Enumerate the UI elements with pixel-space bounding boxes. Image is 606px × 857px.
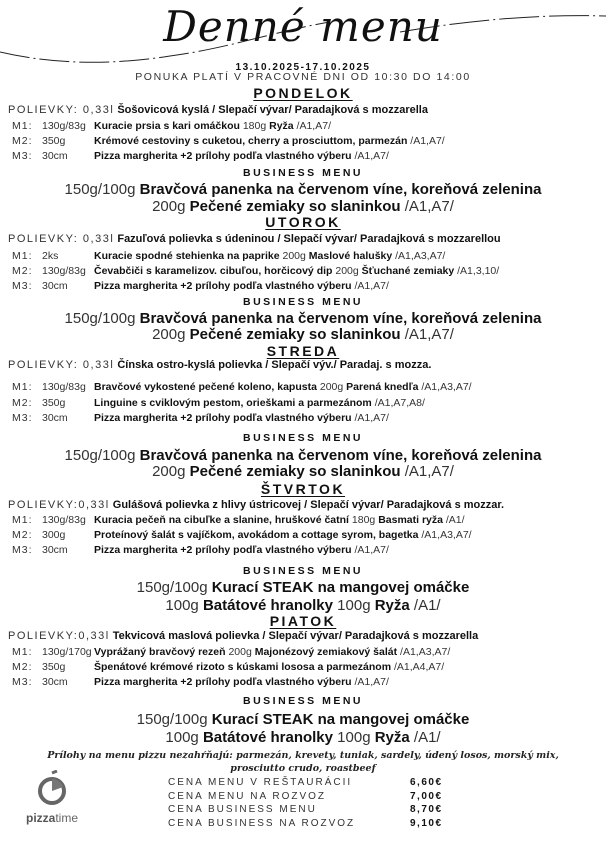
meal-text: /A1,A7/ bbox=[296, 120, 331, 132]
business-menu-text: Batátové hranolky bbox=[202, 729, 338, 746]
meal-text: 180g bbox=[242, 120, 270, 132]
meal-code: M1: bbox=[12, 646, 33, 658]
meal-text: Maslové halušky bbox=[308, 250, 396, 262]
price-value: 7,00€ bbox=[410, 790, 443, 802]
meal-text: 200g bbox=[335, 265, 362, 277]
meal-row bbox=[12, 529, 472, 541]
soup-line bbox=[8, 630, 478, 642]
business-menu-text: Bravčová panenka na červenom víne, koreňová zelenina bbox=[139, 447, 542, 464]
meal-text: 200g bbox=[228, 646, 255, 658]
meal-row bbox=[12, 135, 445, 147]
business-menu-text: Bravčová panenka na červenom víne, koreňová zelenina bbox=[139, 310, 542, 327]
day-heading: PONDELOK bbox=[253, 85, 353, 101]
meal-text: Kuracie prsia s kari omáčkou bbox=[94, 120, 243, 132]
meal-weight: 130g/170g bbox=[42, 646, 92, 658]
meal-text: Čevabčiči s karamelizov. cibuľou, horčicový dip bbox=[94, 265, 336, 277]
meal-text: Pizza margherita +2 prílohy podľa vlastného výberu bbox=[94, 544, 355, 556]
business-menu-text: Pečené zemiaky so slaninkou bbox=[189, 463, 405, 480]
soup-line bbox=[8, 499, 504, 511]
soup-text: Tekvicová maslová polievka / Slepačí vývar/ Paradajková s mozzarella bbox=[112, 630, 479, 642]
meal-row bbox=[12, 150, 389, 162]
meal-text: Kuracie spodné stehienka na paprike bbox=[94, 250, 283, 262]
business-menu-text: 150g/100g bbox=[64, 447, 140, 464]
business-menu-text: Pečené zemiaky so slaninkou bbox=[189, 326, 405, 343]
price-value: 9,10€ bbox=[410, 817, 443, 829]
business-menu-line bbox=[0, 711, 606, 728]
business-menu-heading: BUSINESS MENU bbox=[242, 695, 363, 707]
business-menu-line bbox=[0, 310, 606, 327]
meal-text: Pizza margherita +2 prílohy podľa vlastného výberu bbox=[94, 676, 355, 688]
day-heading: STREDA bbox=[266, 343, 340, 359]
business-menu-line bbox=[0, 181, 606, 198]
meal-code: M1: bbox=[12, 250, 33, 262]
business-menu-line bbox=[0, 729, 606, 746]
meal-code: M3: bbox=[12, 412, 33, 424]
meal-text: /A1,A4,A7/ bbox=[393, 661, 445, 673]
business-menu-text: 150g/100g bbox=[136, 579, 212, 596]
meal-weight: 2ks bbox=[42, 250, 59, 262]
meal-text: /A1,A7/ bbox=[354, 412, 389, 424]
business-menu-text: /A1/ bbox=[413, 597, 441, 614]
meal-row bbox=[12, 120, 331, 132]
business-menu-text: 150g/100g bbox=[64, 181, 140, 198]
business-menu-text: 200g bbox=[152, 198, 190, 215]
meal-text: /A1,A3,A7/ bbox=[421, 529, 472, 541]
meal-code: M2: bbox=[12, 529, 33, 541]
meal-text: /A1,3,10/ bbox=[457, 265, 500, 277]
meal-weight: 300g bbox=[42, 529, 66, 541]
business-menu-text: Pečené zemiaky so slaninkou bbox=[189, 198, 405, 215]
stopwatch-icon bbox=[35, 770, 69, 806]
business-menu-text: Bravčová panenka na červenom víne, koreňová zelenina bbox=[139, 181, 542, 198]
soup-label: POLIEVKY: 0,33l bbox=[8, 359, 115, 371]
meal-weight: 130g/83g bbox=[42, 514, 86, 526]
meal-weight: 30cm bbox=[42, 544, 68, 556]
business-menu-heading: BUSINESS MENU bbox=[242, 565, 363, 577]
meal-text: /A1,A7/ bbox=[410, 135, 445, 147]
meal-text: /A1/ bbox=[445, 514, 465, 526]
soup-label: POLIEVKY: 0,33l bbox=[8, 104, 115, 116]
meal-text: Bravčové vykostené pečené koleno, kapusta bbox=[94, 381, 320, 393]
pizza-note-line-1: Prílohy na menu pizzu nezahŕňajú: parmezán, krevety, tuniak, sardely, údený losos, morský mix, bbox=[47, 750, 559, 761]
price-label: CENA MENU NA ROZVOZ bbox=[168, 790, 327, 802]
business-menu-text: /A1,A7/ bbox=[404, 463, 454, 480]
price-label: CENA BUSINESS MENU bbox=[168, 804, 317, 815]
meal-code: M2: bbox=[12, 265, 33, 277]
meal-weight: 350g bbox=[42, 135, 66, 147]
meal-text: Linguine s cviklovým pestom, orieškami a parmezánom bbox=[94, 397, 375, 409]
meal-weight: 30cm bbox=[42, 150, 68, 162]
meal-weight: 30cm bbox=[42, 412, 68, 424]
meal-code: M1: bbox=[12, 381, 33, 393]
meal-weight: 350g bbox=[42, 397, 66, 409]
business-menu-line bbox=[0, 198, 606, 215]
business-menu-line bbox=[0, 326, 606, 343]
meal-text: Ryža bbox=[269, 120, 297, 132]
meal-row bbox=[12, 412, 389, 424]
price-label: CENA MENU V REŠTAURÁCII bbox=[168, 777, 353, 788]
meal-text: /A1,A3,A7/ bbox=[421, 381, 472, 393]
meal-text: /A1,A7/ bbox=[354, 150, 389, 162]
meal-text: Pizza margherita +2 prílohy podľa vlastného výberu bbox=[94, 280, 355, 292]
meal-row bbox=[12, 676, 389, 688]
business-menu-text: 100g bbox=[165, 597, 203, 614]
meal-text: Parená knedľa bbox=[346, 381, 422, 393]
business-menu-heading: BUSINESS MENU bbox=[242, 432, 363, 444]
meal-weight: 30cm bbox=[42, 280, 68, 292]
meal-row bbox=[12, 514, 465, 526]
business-menu-text: 100g bbox=[337, 729, 375, 746]
meal-text: /A1,A7/ bbox=[354, 280, 389, 292]
meal-row bbox=[12, 661, 444, 673]
business-menu-text: Ryža bbox=[374, 729, 414, 746]
meal-text: Pizza margherita +2 prílohy podľa vlastného výberu bbox=[94, 412, 355, 424]
meal-text: /A1,A3,A7/ bbox=[400, 646, 451, 658]
meal-weight: 130g/83g bbox=[42, 120, 86, 132]
meal-code: M3: bbox=[12, 280, 33, 292]
soup-text: Čínska ostro-kyslá polievka / Slepačí výv./ Paradaj. s mozza. bbox=[117, 359, 432, 371]
page-title: Denné menu bbox=[163, 2, 443, 51]
meal-text: /A1,A7/ bbox=[354, 676, 389, 688]
meal-text: 180g bbox=[351, 514, 379, 526]
business-menu-text: 100g bbox=[337, 597, 375, 614]
business-menu-text: /A1,A7/ bbox=[404, 198, 454, 215]
meal-text: Šťuchané zemiaky bbox=[361, 265, 458, 277]
meal-text: /A1,A3,A7/ bbox=[395, 250, 446, 262]
meal-text: Krémové cestoviny s cuketou, cherry a prosciuttom, parmezán bbox=[94, 135, 411, 147]
meal-row bbox=[12, 397, 425, 409]
meal-code: M2: bbox=[12, 661, 33, 673]
soup-line bbox=[8, 359, 431, 371]
meal-text: 200g bbox=[319, 381, 347, 393]
meal-row bbox=[12, 544, 389, 556]
day-heading: UTOROK bbox=[265, 214, 341, 230]
meal-row bbox=[12, 381, 472, 393]
meal-code: M2: bbox=[12, 397, 33, 409]
meal-text: Kuracia pečeň na cibuľke a slanine, hruškové čatní bbox=[94, 514, 352, 526]
pizza-note-line-2: prosciutto crudo, roastbeef bbox=[230, 763, 376, 774]
logo-wordmark: pizzatime bbox=[25, 811, 78, 825]
business-menu-text: 200g bbox=[152, 463, 190, 480]
meal-weight: 350g bbox=[42, 661, 66, 673]
business-menu-line bbox=[0, 597, 606, 614]
meal-row bbox=[12, 250, 445, 262]
soup-line bbox=[8, 104, 428, 116]
meal-code: M3: bbox=[12, 544, 33, 556]
soup-line bbox=[8, 233, 501, 245]
business-menu-line bbox=[0, 463, 606, 480]
meal-text: Proteínový šalát s vajíčkom, avokádom a cottage syrom, bagetka bbox=[94, 529, 422, 541]
meal-weight: 130g/83g bbox=[42, 381, 86, 393]
meal-row bbox=[12, 265, 499, 277]
meal-text: Basmati ryža bbox=[378, 514, 446, 526]
meal-text: Špenátové krémové rizoto s kúskami lososa a parmezánom bbox=[94, 661, 394, 673]
price-label: CENA BUSINESS NA ROZVOZ bbox=[168, 817, 356, 829]
soup-label: POLIEVKY:0,33l bbox=[8, 630, 110, 642]
validity-note: PONUKA PLATÍ V PRACOVNÉ DNI OD 10:30 DO 14:00 bbox=[135, 71, 471, 83]
soup-label: POLIEVKY:0,33l bbox=[8, 499, 110, 511]
business-menu-text: Batátové hranolky bbox=[202, 597, 338, 614]
soup-text: Fazuľová polievka s údeninou / Slepačí vývar/ Paradajková s mozzarellou bbox=[117, 233, 501, 245]
meal-text: /A1,A7,A8/ bbox=[374, 397, 425, 409]
day-heading: PIATOK bbox=[269, 613, 337, 629]
business-menu-text: 150g/100g bbox=[136, 711, 212, 728]
soup-label: POLIEVKY: 0,33l bbox=[8, 233, 115, 245]
meal-code: M3: bbox=[12, 150, 33, 162]
business-menu-text: 100g bbox=[165, 729, 203, 746]
business-menu-text: Kurací STEAK na mangovej omáčke bbox=[211, 579, 470, 596]
business-menu-text: Kurací STEAK na mangovej omáčke bbox=[211, 711, 470, 728]
business-menu-heading: BUSINESS MENU bbox=[242, 296, 363, 308]
meal-code: M2: bbox=[12, 135, 33, 147]
meal-weight: 30cm bbox=[42, 676, 68, 688]
meal-text: Majonézový zemiakový šalát bbox=[254, 646, 401, 658]
meal-text: Vyprážaný bravčový rezeň bbox=[94, 646, 229, 658]
price-value: 8,70€ bbox=[410, 804, 443, 815]
business-menu-text: /A1,A7/ bbox=[404, 326, 454, 343]
soup-text: Šošovicová kyslá / Slepačí vývar/ Paradajková s mozzarella bbox=[117, 104, 428, 116]
business-menu-text: /A1/ bbox=[413, 729, 441, 746]
meal-weight: 130g/83g bbox=[42, 265, 86, 277]
business-menu-line bbox=[0, 447, 606, 464]
meal-text: /A1,A7/ bbox=[354, 544, 389, 556]
meal-code: M3: bbox=[12, 676, 33, 688]
date-range: 13.10.2025-17.10.2025 bbox=[235, 62, 371, 73]
meal-text: 200g bbox=[282, 250, 309, 262]
business-menu-text: 150g/100g bbox=[64, 310, 140, 327]
meal-row bbox=[12, 646, 450, 658]
meal-row bbox=[12, 280, 389, 292]
price-value: 6,60€ bbox=[410, 777, 443, 788]
day-heading: ŠTVRTOK bbox=[260, 481, 346, 497]
business-menu-text: Ryža bbox=[374, 597, 414, 614]
pizzatime-logo bbox=[22, 770, 82, 825]
meal-code: M1: bbox=[12, 514, 33, 526]
business-menu-line bbox=[0, 579, 606, 596]
business-menu-heading: BUSINESS MENU bbox=[242, 167, 363, 179]
business-menu-text: 200g bbox=[152, 326, 190, 343]
soup-text: Gulášová polievka z hlivy ústricovej / Slepačí vývar/ Paradajková s mozzar. bbox=[112, 499, 505, 511]
meal-code: M1: bbox=[12, 120, 33, 132]
meal-text: Pizza margherita +2 prílohy podľa vlastného výberu bbox=[94, 150, 355, 162]
